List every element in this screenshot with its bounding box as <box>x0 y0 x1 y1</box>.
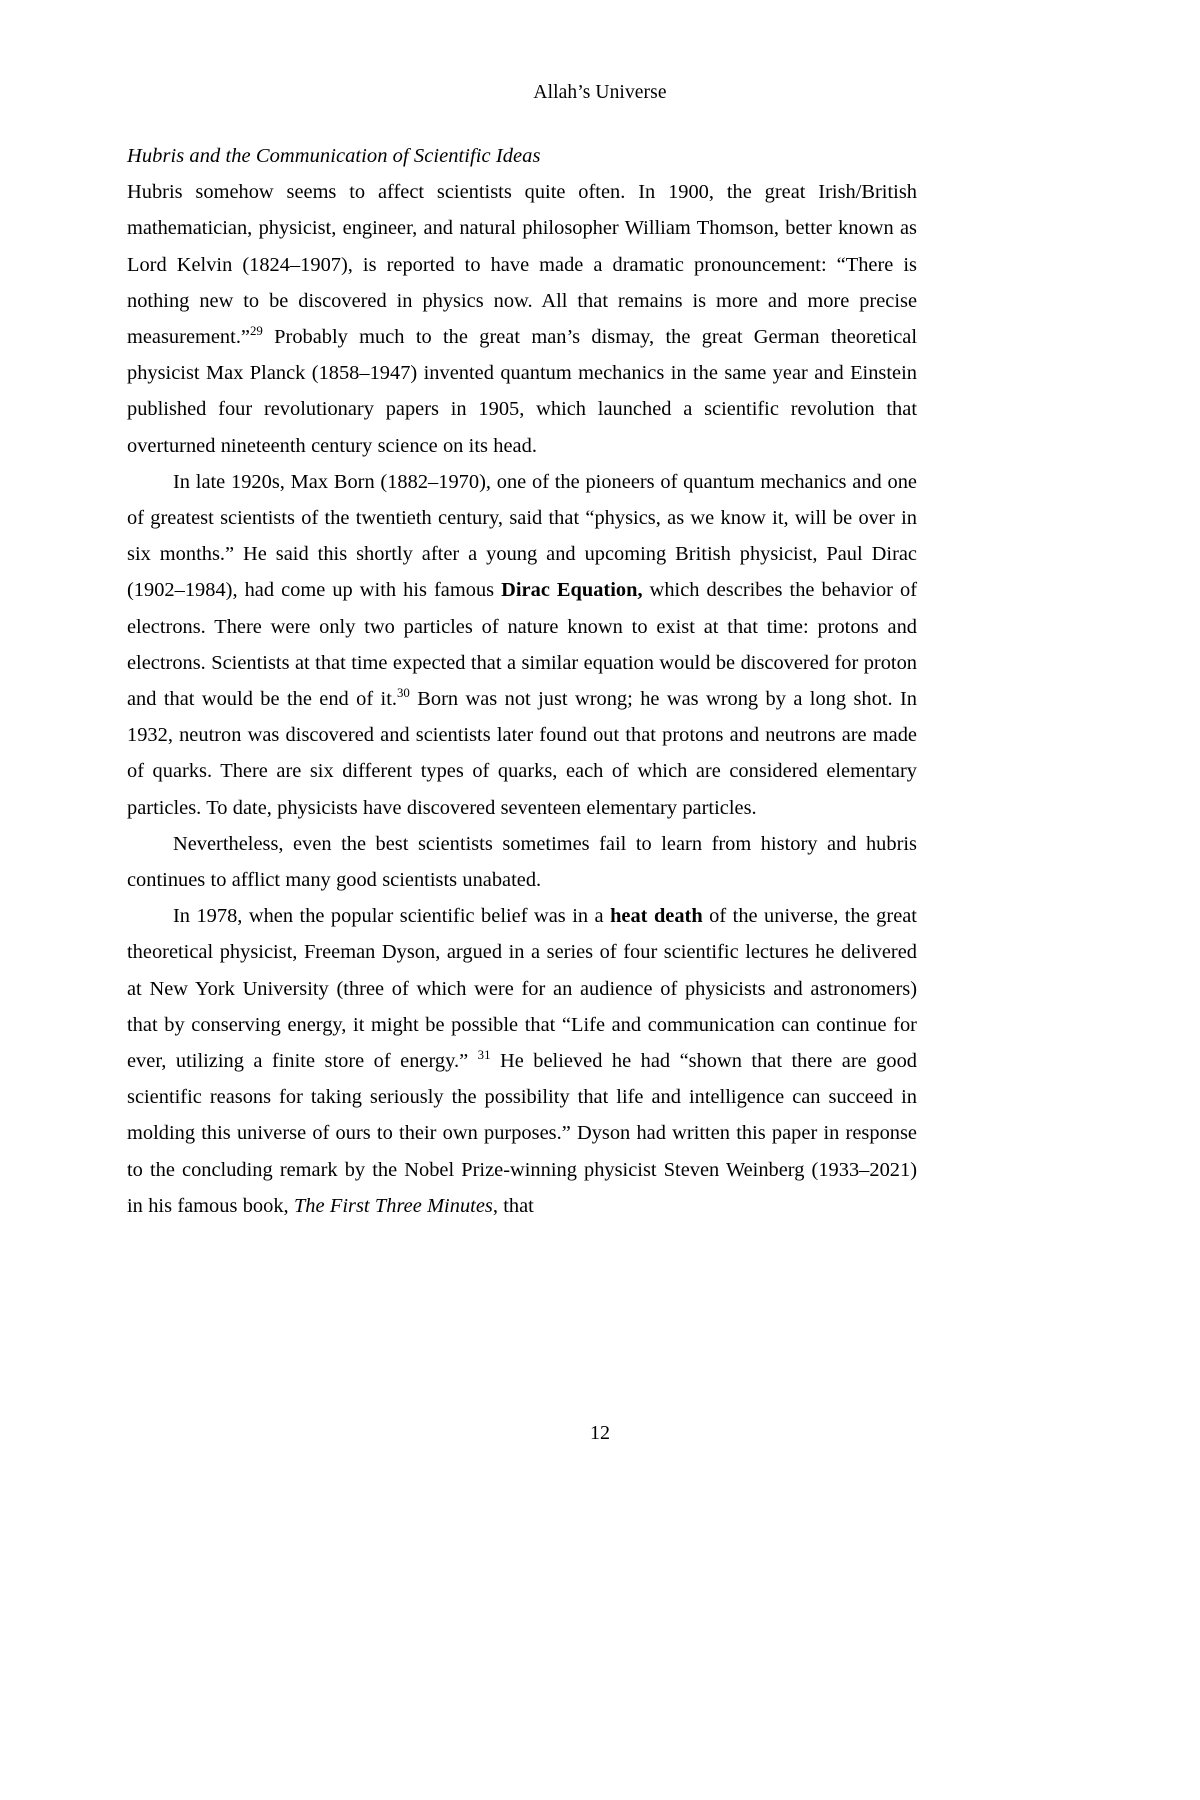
paragraph-4-text-part-4: , that <box>492 1194 534 1217</box>
paragraph-4-italic-book-title: The First Three Minutes <box>293 1194 493 1217</box>
footnote-marker-31: 31 <box>477 1048 491 1063</box>
paragraph-4-bold-heat-death: heat death <box>610 905 703 928</box>
paragraph-4 <box>127 898 917 1224</box>
paragraph-1-text-part-2: Probably much to the great man’s dismay, the great German theoretical physicist Max Planck (1858–1947) invented quantum mechanics in the same year and Einstein published four revolutionary papers in 1905, which launched a scientific revolution that overturned nineteenth century science on its head. <box>127 326 917 457</box>
page-number: 12 <box>590 1422 610 1444</box>
paragraph-2-bold-dirac-equation: Dirac Equation, <box>501 579 643 602</box>
paragraph-1 <box>127 174 917 464</box>
footnote-marker-30: 30 <box>397 686 410 701</box>
paragraph-3-text-part-1: Nevertheless, even the best scientists sometimes fail to learn from history and hubris continues to afflict many good scientists unabated. <box>127 832 917 892</box>
paragraph-2-text-part-3: Born was not just wrong; he was wrong by a long shot. In 1932, neutron was discovered and scientists later found out that protons and neutrons are made of quarks. There are six different types of quarks, each of which are considered elementary particles. To date, physicists have discovered seventeen elementary particles. <box>127 688 917 819</box>
paragraph-4-text-part-2: of the universe, the great theoretical physicist, Freeman Dyson, argued in a series of four scientific lectures he delivered at New York University (three of which were for an audience of physicists and astronomers) that by conserving energy, it might be possible that “Life and communication can continue for ever, utilizing a finite store of energy.” <box>127 905 917 1073</box>
text-column <box>127 138 917 1224</box>
footnote-marker-29: 29 <box>249 324 263 339</box>
paragraph-2-text-part-2: which describes the behavior of electrons. There were only two particles of nature known to exist at that time: protons and electrons. Scientists at that time expected that a similar equation would be discovered for proton and that would be the end of it. <box>127 579 917 711</box>
paragraph-4-text-part-1: In 1978, when the popular scientific belief was in a <box>173 905 611 928</box>
paragraph-2 <box>127 464 917 826</box>
paragraph-3 <box>127 826 917 898</box>
section-heading: Hubris and the Communication of Scientific Ideas <box>127 145 541 167</box>
running-head: Allah’s Universe <box>533 82 667 103</box>
paragraph-4-text-part-3: He believed he had “shown that there are good scientific reasons for taking seriously the possibility that life and intelligence can succeed in molding this universe of ours to their own purposes.” Dyson had written this paper in response to the concluding remark by the Nobel Prize-winning physicist Steven Weinberg (1933–2021) in his famous book, <box>127 1050 917 1217</box>
paragraph-1-text-part-1: Hubris somehow seems to affect scientists quite often. In 1900, the great Irish/British mathematician, physicist, engineer, and natural philosopher William Thomson, better known as Lord Kelvin (1824–1907), is reported to have made a dramatic pronouncement: “There is nothing new to be discovered in physics now. All that remains is more and more precise measurement.” <box>127 181 917 349</box>
paragraph-2-text-part-1: In late 1920s, Max Born (1882–1970), one of the pioneers of quantum mechanics and one of greatest scientists of the twentieth century, said that “physics, as we know it, will be over in six months.” He said this shortly after a young and upcoming British physicist, Paul Dirac (1902–1984), had come up with his famous <box>127 470 917 602</box>
